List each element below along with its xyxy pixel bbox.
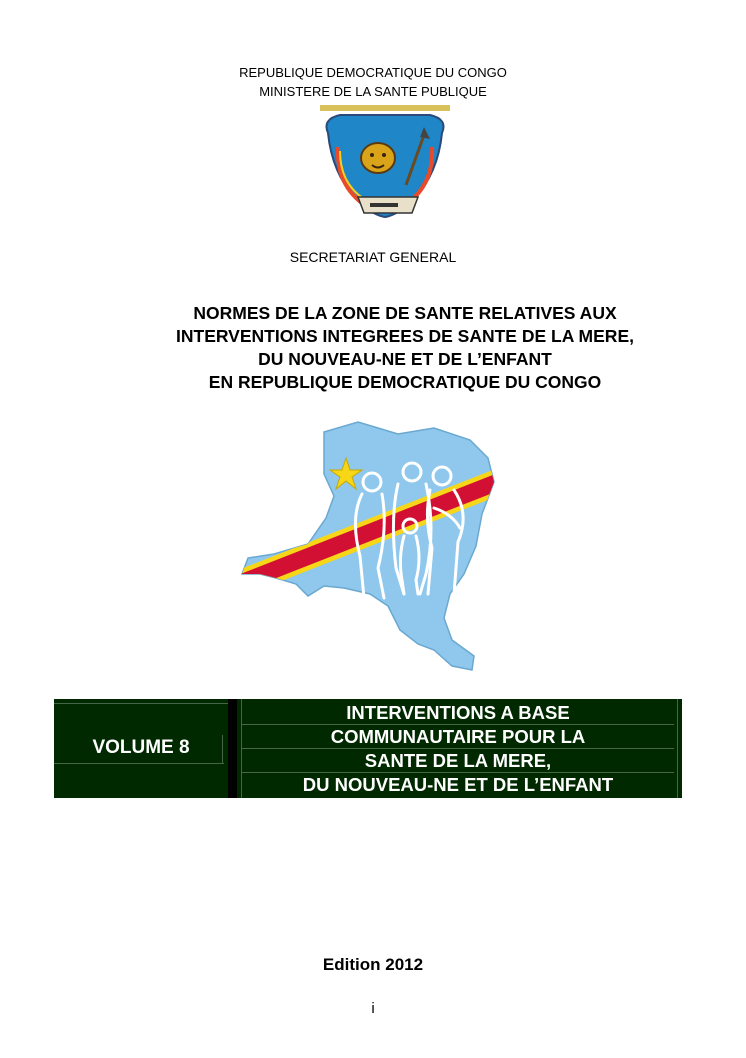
title-line-1: NORMES DE LA ZONE DE SANTE RELATIVES AUX	[193, 303, 617, 323]
country-name: REPUBLIQUE DEMOCRATIQUE DU CONGO	[239, 65, 507, 80]
ministry-name: MINISTERE DE LA SANTE PUBLIQUE	[259, 84, 487, 99]
title-line-4: EN REPUBLIQUE DEMOCRATIQUE DU CONGO	[208, 372, 602, 392]
volume-label: VOLUME 8	[92, 737, 190, 758]
banner-title-line-2: COMMUNAUTAIRE POUR LA	[330, 726, 586, 747]
secretariat-general: SECRETARIAT GENERAL	[289, 249, 457, 265]
drc-map-icon	[238, 418, 508, 680]
volume-cell	[54, 699, 228, 798]
banner-edge	[677, 699, 678, 798]
banner-title-line-1: INTERVENTIONS A BASE	[346, 702, 570, 723]
title-line-3: DU NOUVEAU-NE ET DE L’ENFANT	[258, 349, 552, 369]
volume-banner	[54, 699, 682, 798]
title-line-2: INTERVENTIONS INTEGREES DE SANTE DE LA MERE,	[176, 326, 634, 346]
edition-label: Edition 2012	[322, 955, 424, 974]
banner-rule	[54, 763, 224, 764]
leopard-eye-left	[370, 153, 374, 157]
banner-rule	[54, 703, 228, 704]
emblem-banner-strip	[320, 105, 450, 111]
banner-title-line-4: DU NOUVEAU-NE ET DE L’ENFANT	[302, 774, 614, 795]
emblem-motto	[370, 203, 398, 207]
banner-separator	[228, 699, 237, 798]
page-number: i	[371, 1000, 375, 1017]
banner-title-line-3: SANTE DE LA MERE,	[364, 750, 552, 771]
coat-of-arms-icon	[318, 103, 452, 225]
leopard-eye-right	[382, 153, 386, 157]
